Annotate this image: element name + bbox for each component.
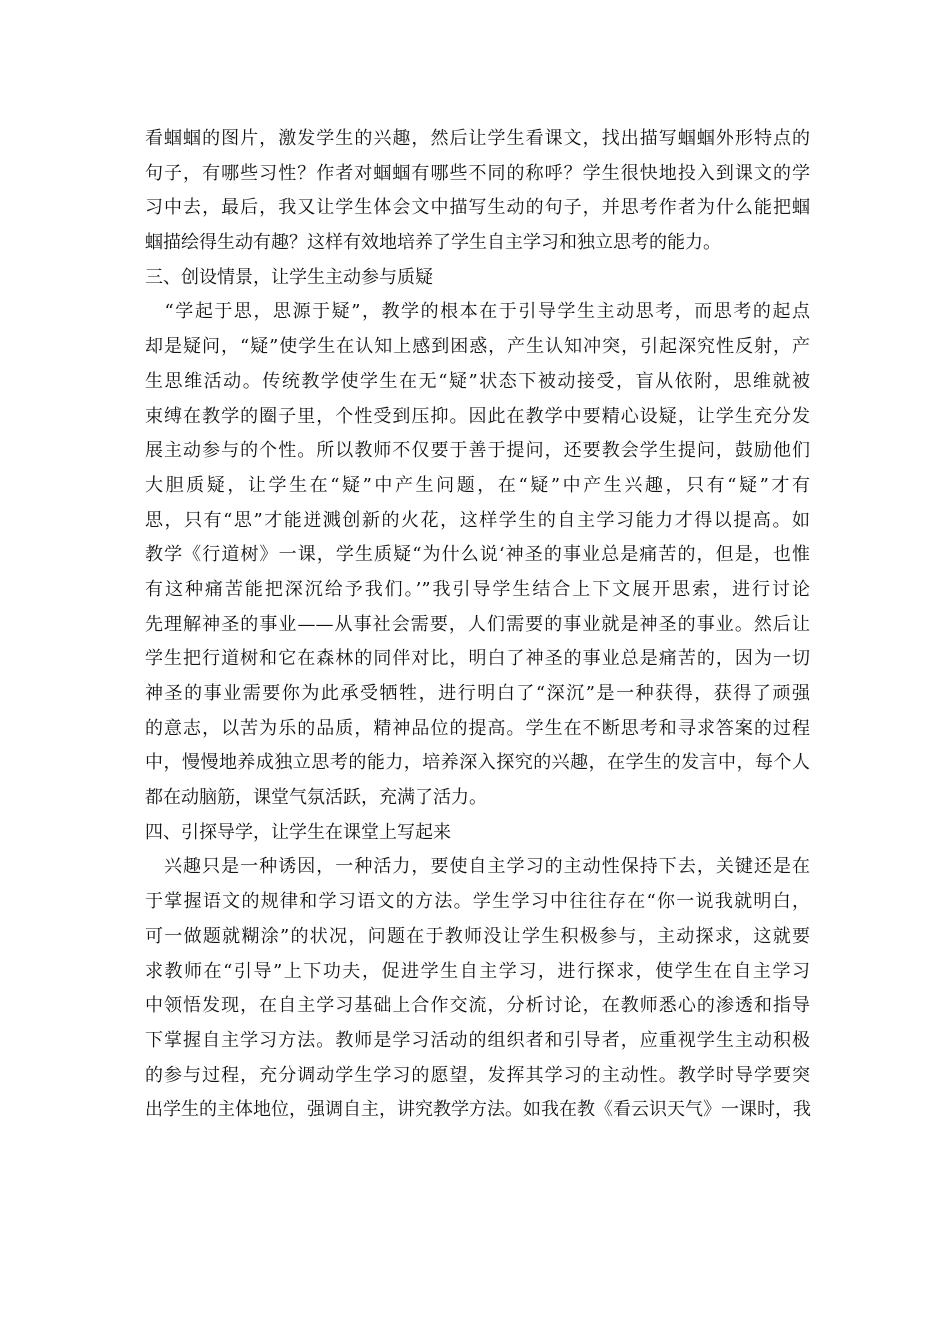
paragraph-line: 学生把行道树和它在森林的同伴对比，明白了神圣的事业总是痛苦的，因为一切 (145, 648, 810, 670)
paragraph-line: 都在动脑筋，课堂气氛活跃，充满了活力。 (145, 787, 487, 809)
paragraph-line: 的参与过程，充分调动学生学习的愿望，发挥其学习的主动性。教学时导学要突 (145, 1064, 810, 1086)
paragraph-line: 出学生的主体地位，强调自主，讲究教学方法。如我在教《看云识天气》一课时，我 (145, 1099, 811, 1121)
document-body (145, 122, 810, 1128)
paragraph-line: 于掌握语文的规律和学习语文的方法。学生学习中往往存在“你一说我就明白， (145, 891, 810, 913)
paragraph-line: 句子，有哪些习性？作者对蝈蝈有哪些不同的称呼？学生很快地投入到课文的学 (145, 162, 810, 184)
paragraph-line: 求教师在“引导”上下功夫，促进学生自主学习，进行探求，使学生在自主学习 (145, 960, 810, 982)
section-heading: 四、引探导学，让学生在课堂上写起来 (145, 821, 451, 843)
paragraph-line: 中，慢慢地养成独立思考的能力，培养深入探究的兴趣，在学生的发言中，每个人 (145, 752, 810, 774)
paragraph-line: 蝈描绘得生动有趣？这样有效地培养了学生自主学习和独立思考的能力。 (145, 232, 721, 254)
paragraph-line: 下掌握自主学习方法。教师是学习活动的组织者和引导者，应重视学生主动积极 (145, 1029, 810, 1051)
paragraph-line: 神圣的事业需要你为此承受牺牲，进行明白了“深沉”是一种获得，获得了顽强 (145, 683, 810, 704)
paragraph-line: 展主动参与的个性。所以教师不仅要于善于提问，还要教会学生提问，鼓励他们 (145, 440, 810, 462)
paragraph-line: 的意志，以苦为乐的品质，精神品位的提高。学生在不断思考和寻求答案的过程 (145, 717, 810, 739)
paragraph-line: 教学《行道树》一课，学生质疑“为什么说‘神圣的事业总是痛苦的，但是，也惟 (145, 544, 810, 566)
paragraph-line: 习中去，最后，我又让学生体会文中描写生动的句子，并思考作者为什么能把蝈 (145, 197, 810, 219)
paragraph-line: 束缚在教学的圈子里，个性受到压抑。因此在教学中要精心设疑，让学生充分发 (145, 405, 810, 427)
paragraph-line: 看蝈蝈的图片，激发学生的兴趣，然后让学生看课文，找出描写蝈蝈外形特点的 (145, 128, 810, 149)
paragraph-line: 思，只有“思”才能迸溅创新的火花，这样学生的自主学习能力才得以提高。如 (145, 509, 810, 531)
paragraph-line: 可一做题就糊涂”的状况，问题在于教师没让学生积极参与，主动探求，这就要 (145, 925, 810, 947)
section-heading: 三、创设情景，让学生主动参与质疑 (145, 266, 433, 288)
paragraph-line: 却是疑问，“疑”使学生在认知上感到困惑，产生认知冲突，引起深究性反射，产 (145, 336, 810, 358)
paragraph-line: 先理解神圣的事业——从事社会需要，人们需要的事业就是神圣的事业。然后让 (145, 613, 810, 635)
paragraph-line: 生思维活动。传统教学使学生在无“疑”状态下被动接受，盲从依附，思维就被 (145, 370, 810, 392)
paragraph-line: 大胆质疑，让学生在“疑”中产生问题，在“疑”中产生兴趣，只有“疑”才有 (145, 474, 810, 496)
paragraph-line: “学起于思，思源于疑”，教学的根本在于引导学生主动思考，而思考的起点 (145, 301, 810, 323)
paragraph-line: 有这种痛苦能把深沉给予我们。’”我引导学生结合上下文展开思索，进行讨论 (145, 578, 810, 600)
paragraph-line: 中领悟发现，在自主学习基础上合作交流，分析讨论，在教师悉心的渗透和指导 (145, 995, 810, 1017)
paragraph-line: 兴趣只是一种诱因，一种活力，要使自主学习的主动性保持下去，关键还是在 (145, 856, 810, 878)
